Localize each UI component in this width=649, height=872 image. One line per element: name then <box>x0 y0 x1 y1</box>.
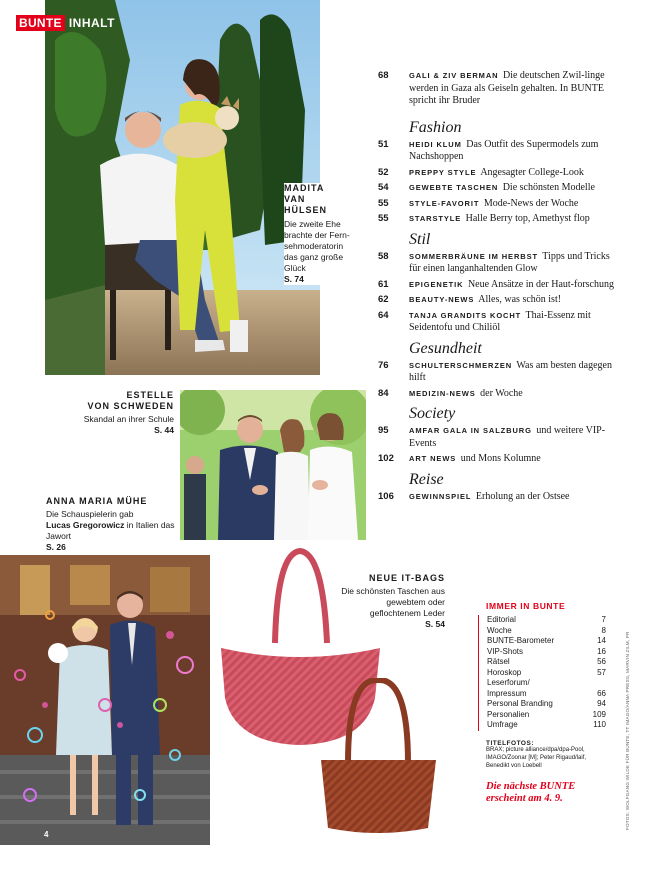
list-item[interactable] <box>487 626 606 637</box>
caption-text: Die schönsten Taschen aus gewebtem oder geflochtenem Leder <box>341 586 445 618</box>
next-issue-note <box>478 781 606 805</box>
photo-madita-van-huelsen <box>45 0 320 375</box>
toc-text: der Woche <box>480 387 523 399</box>
list-item-label: Woche <box>487 625 512 635</box>
list-item[interactable] <box>487 668 606 679</box>
caption-text: Die Schauspielerin gab <box>46 509 134 519</box>
toc-entry[interactable] <box>378 388 618 401</box>
toc-text: Erholung an der Ostsee <box>475 490 570 502</box>
toc-page-number: 55 <box>378 197 389 209</box>
caption-name: NEUE IT-BAGS <box>368 573 445 583</box>
toc-keyword: HEIDI KLUM <box>409 139 462 149</box>
toc-text: Mode-News der Woche <box>483 197 579 209</box>
caption-text: Die zweite Ehe brachte der Fern-sehmoderatorin das ganz große Glück <box>284 219 350 273</box>
list-item[interactable] <box>487 699 606 710</box>
photo-anna-maria-muehe-wedding <box>0 555 210 845</box>
toc-entry[interactable] <box>378 251 618 276</box>
list-item-label: Leserforum/ <box>487 678 530 687</box>
toc-keyword: STYLE-FAVORIT <box>409 198 480 208</box>
toc-entry[interactable] <box>378 213 618 226</box>
toc-text: Angesagter College-Look <box>480 166 584 178</box>
caption-page[interactable]: S. 74 <box>284 274 304 284</box>
immer-in-bunte-box <box>478 601 606 805</box>
toc-keyword: EPIGENETIK <box>409 279 464 289</box>
toc-page-number: 55 <box>378 213 389 224</box>
list-item-page: 66 <box>597 688 606 698</box>
list-item-label: VIP-Shots <box>487 646 524 656</box>
photo-estelle-von-schweden <box>180 390 366 540</box>
toc-keyword: MEDIZIN-NEWS <box>409 388 476 398</box>
toc-page-number: 61 <box>378 278 389 290</box>
toc-entry[interactable] <box>378 491 618 504</box>
list-item-page: 56 <box>597 657 606 666</box>
toc-text: Alles, was schön ist! <box>478 294 562 305</box>
list-item-page: 94 <box>597 699 606 708</box>
toc-page-number: 106 <box>378 490 394 502</box>
toc-page-number: 84 <box>378 387 389 399</box>
list-item-page: 14 <box>597 636 606 645</box>
list-item[interactable] <box>487 720 606 731</box>
list-item-label: Personal Branding <box>487 699 553 708</box>
toc-category-stil: Stil <box>409 230 431 248</box>
list-item-label: BUNTE-Barometer <box>487 636 555 645</box>
toc-entry[interactable] <box>378 294 618 307</box>
photo-credits: FOTOS: WOLFGANG WILDE FÜR BUNTE, TT IMAGO/ANNA PRESS, MARVIN ZILM, PR <box>625 631 630 830</box>
list-item[interactable] <box>487 657 606 668</box>
toc-page-number: 62 <box>378 294 389 305</box>
toc-entry[interactable] <box>378 167 618 180</box>
caption-estelle <box>40 390 174 436</box>
toc-page-number: 51 <box>378 138 389 150</box>
immer-list <box>478 615 606 731</box>
list-item-label: Rätsel <box>487 657 510 666</box>
toc-text: Die deutschen Zwil-linge werden in Gaza als Geiseln gehalten. In BUNTE spricht ihr Bruder <box>409 70 605 106</box>
toc-keyword: TANJA GRANDITS KOCHT <box>409 310 522 320</box>
caption-bold-name: Lucas Gregorowicz <box>46 520 125 530</box>
toc-entry[interactable] <box>378 360 618 385</box>
toc-text: Halle Berry top, Amethyst flop <box>465 213 590 224</box>
toc-category-fashion: Fashion <box>409 118 462 136</box>
titelfotos-label: TITELFOTOS: <box>486 739 534 747</box>
list-item[interactable] <box>487 710 606 721</box>
toc-entry[interactable] <box>378 310 618 335</box>
toc-text: Thai-Essenz mit Seidentofu und Chiliöl <box>409 309 591 333</box>
toc-page-number: 52 <box>378 166 389 178</box>
toc-keyword: GEWINNSPIEL <box>409 491 472 501</box>
toc-keyword: GALI & ZIV BERMAN <box>409 71 499 80</box>
caption-name: VAN HÜLSEN <box>284 194 328 215</box>
list-item-label: Editorial <box>487 615 516 624</box>
toc-entry[interactable] <box>378 182 618 195</box>
toc-text: Die schönsten Modelle <box>502 182 595 193</box>
list-item-page: 7 <box>601 615 606 624</box>
toc-keyword: SCHULTERSCHMERZEN <box>409 360 513 370</box>
list-item[interactable] <box>487 678 606 689</box>
toc-text: und Mons Kolumne <box>460 453 541 464</box>
toc-text: Das Outfit des Supermodels zum Nachshoppen <box>409 138 599 162</box>
caption-page[interactable]: S. 54 <box>425 619 445 629</box>
caption-text: in Italien das Jawort <box>46 520 175 541</box>
list-item-page: 57 <box>597 667 606 677</box>
toc-page-number: 76 <box>378 359 389 371</box>
list-item-label: Horoskop <box>487 667 522 677</box>
toc-keyword: GEWEBTE TASCHEN <box>409 183 499 192</box>
caption-name: VON SCHWEDEN <box>87 401 174 411</box>
list-item[interactable] <box>487 636 606 647</box>
toc-category-reise: Reise <box>409 470 444 488</box>
caption-text: Skandal an ihrer Schule <box>83 414 174 424</box>
toc-category-society: Society <box>409 405 456 422</box>
toc-page-number: 58 <box>378 250 389 262</box>
toc-keyword: SOMMERBRÄUNE IM HERBST <box>409 251 538 261</box>
page-number: 4 <box>44 830 49 839</box>
caption-anna-maria-muehe <box>46 496 180 553</box>
list-item-label: Impressum <box>487 688 527 698</box>
list-item-page: 16 <box>597 646 606 656</box>
caption-name: MADITA <box>284 183 325 193</box>
toc-page-number: 95 <box>378 425 389 436</box>
toc-keyword: AMFAR GALA IN SALZBURG <box>409 426 532 435</box>
caption-page[interactable]: S. 44 <box>154 425 174 435</box>
photo-brown-woven-bag <box>316 678 441 838</box>
titelfotos-text: BRAX; picture alliance/dpa/dpa-Pool, IMAGO/Zoonar [M]; Peter Rigaud/laif, Benedikt von Loebell <box>486 747 587 769</box>
toc-page-number: 54 <box>378 182 389 193</box>
toc-entry[interactable] <box>378 279 618 292</box>
list-item[interactable] <box>487 615 606 626</box>
toc-page-number: 68 <box>378 70 389 81</box>
list-item-label: Umfrage <box>487 720 518 729</box>
section-title: INHALT <box>68 16 115 30</box>
bunte-logo[interactable]: BUNTE <box>16 15 65 31</box>
toc-keyword: BEAUTY-NEWS <box>409 295 475 304</box>
caption-madita <box>284 183 350 285</box>
caption-it-bags <box>335 573 445 630</box>
toc-entry[interactable] <box>378 198 618 211</box>
toc-text: und weitere VIP-Events <box>409 425 606 449</box>
immer-title: IMMER IN BUNTE <box>486 601 566 611</box>
toc-page-number: 64 <box>378 309 389 321</box>
toc-entry[interactable] <box>378 139 618 164</box>
next-issue-line: erscheint am 4. 9. <box>486 792 563 804</box>
list-item[interactable] <box>487 647 606 658</box>
caption-name: ANNA MARIA MÜHE <box>46 496 148 506</box>
toc-page-number: 102 <box>378 453 394 464</box>
toc-keyword: STARSTYLE <box>409 214 462 223</box>
list-item-label: Personalien <box>487 709 530 719</box>
page-header <box>16 15 115 31</box>
list-item-page: 110 <box>593 720 606 729</box>
toc-keyword: PREPPY STYLE <box>409 167 477 177</box>
list-item-page: 8 <box>601 625 606 635</box>
toc-text: Neue Ansätze in der Haut-forschung <box>467 278 614 290</box>
next-issue-line: Die nächste BUNTE <box>486 780 576 792</box>
toc-entry[interactable] <box>378 425 618 450</box>
toc-entry[interactable] <box>378 70 618 108</box>
toc-keyword: ART NEWS <box>409 454 457 463</box>
titelfotos-credits <box>478 740 606 771</box>
toc-entry[interactable] <box>378 453 618 466</box>
list-item[interactable] <box>487 689 606 700</box>
toc-text: Tipps und Tricks für einen langanhaltenden Glow <box>409 250 610 274</box>
caption-page[interactable]: S. 26 <box>46 542 66 552</box>
toc-text: Was am besten dagegen hilft <box>409 359 612 383</box>
list-item-page: 109 <box>592 709 606 719</box>
toc-category-gesundheit: Gesundheit <box>409 339 482 357</box>
caption-name: ESTELLE <box>126 390 174 400</box>
table-of-contents <box>378 70 618 506</box>
